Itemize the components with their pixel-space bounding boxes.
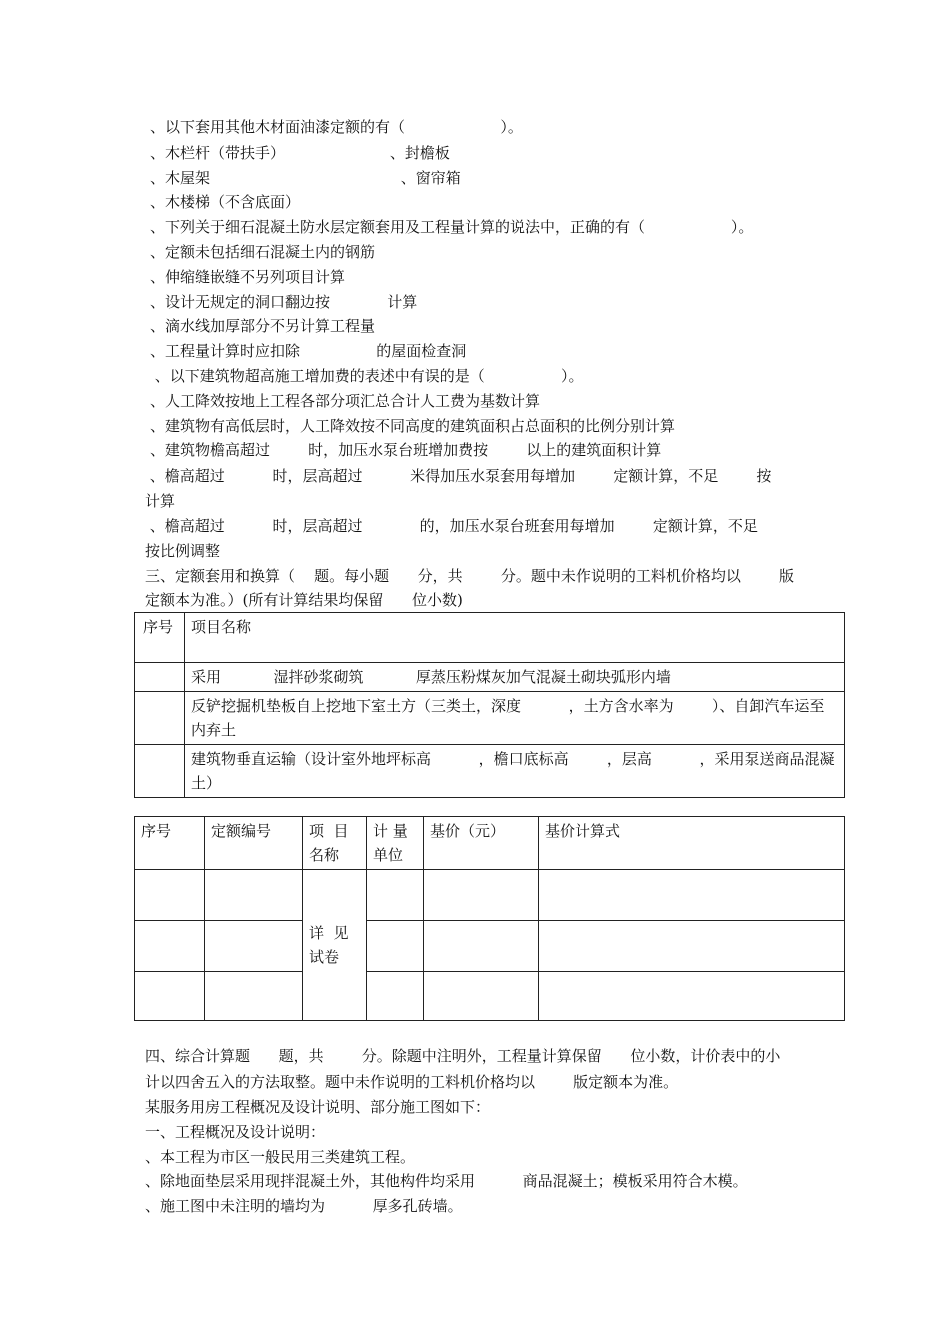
table-header-cell: 项 目名称 [303,817,367,870]
table-row [135,663,845,692]
option-text: 、木屋架 、窗帘箱 [150,169,461,187]
table-cell [135,692,185,745]
table-cell [367,972,424,1021]
table-cell [367,870,424,921]
section-heading: 四、综合计算题 题，共 分。除题中注明外，工程量计算保留 位小数，计价表中的小 [145,1047,781,1065]
merged-cell [303,870,367,1021]
table-header-cell: 序号 [135,613,185,663]
table-cell [135,972,205,1021]
table-header-cell: 基价计算式 [539,817,845,870]
table-cell: 反铲挖掘机垫板自上挖地下室土方（三类土，深度 ，土方含水率为 ）、自卸汽车运至 内弃土 [185,692,845,745]
option-text: 计算 [145,492,176,510]
table-cell [135,921,205,972]
option-text: 、人工降效按地上工程各部分项汇总合计人工费为基数计算 [150,392,541,410]
table-header-cell: 序号 [135,817,205,870]
table-row [135,745,845,798]
table-cell [539,921,845,972]
option-text: 、木楼梯（不含底面） [150,193,301,211]
option-text: 、檐高超过 时，层高超过 的，加压水泵台班套用每增加 定额计算，不足 [145,517,758,535]
table-header-row [135,613,845,663]
merged-cell-text: 详 见试卷 [309,924,349,966]
table-cell: 采用 湿拌砂浆砌筑 厚蒸压粉煤灰加气混凝土砌块弧形内墙 [185,663,845,692]
section-heading: 定额本为准。）(所有计算结果均保留 位小数) [145,591,463,609]
table-header-row [135,817,845,870]
option-text: 、设计无规定的洞口翻边按 计算 [150,293,418,311]
option-text: 、定额未包括细石混凝土内的钢筋 [150,243,376,261]
paragraph-text: 、本工程为市区一般民用三类建筑工程。 [145,1148,416,1166]
table-header-cell: 项目名称 [185,613,845,663]
table-row [135,921,845,972]
option-text: 按比例调整 [145,542,221,560]
table-cell [539,870,845,921]
project-table [134,612,868,798]
paragraph-text: 某服务用房工程概况及设计说明、部分施工图如下： [145,1098,491,1116]
option-text: 、伸缩缝嵌缝不另列项目计算 [150,268,346,286]
table-cell [424,870,539,921]
table-cell [135,663,185,692]
paragraph-text: 计以四舍五入的方法取整。题中未作说明的工料机价格均以 版定额本为准。 [145,1073,679,1091]
option-text: 、檐高超过 时，层高超过 米得加压水泵套用每增加 定额计算，不足 按 [145,467,772,485]
option-text: 、建筑物有高低层时，人工降效按不同高度的建筑面积占总面积的比例分别计算 [150,417,676,435]
table-row [135,870,845,921]
option-text: 、工程量计算时应扣除 的屋面检查洞 [150,342,467,360]
paragraph-text: 、施工图中未注明的墙均为 厚多孔砖墙。 [145,1197,463,1215]
table-cell [424,972,539,1021]
table-cell [205,870,303,921]
question-text: 、下列关于细石混凝土防水层定额套用及工程量计算的说法中，正确的有（ ）。 [150,218,754,236]
table-header-cell: 计 量单位 [367,817,424,870]
table-cell [205,972,303,1021]
section-heading: 三、定额套用和换算（ 题。每小题 分，共 分。题中未作说明的工料机价格均以 版 [145,567,794,585]
question-text: 、以下建筑物超高施工增加费的表述中有误的是（ ）。 [150,367,584,385]
table-row [135,692,845,745]
table-row [135,972,845,1021]
question-text: 、以下套用其他木材面油漆定额的有（ ）。 [150,118,523,136]
table-cell [135,745,185,798]
table-header-cell: 基价（元） [424,817,539,870]
table-cell [424,921,539,972]
quota-table [134,816,845,1021]
paragraph-text: 、除地面垫层采用现拌混凝土外，其他构件均采用 商品混凝土；模板采用符合木模。 [145,1172,748,1190]
table-cell [539,972,845,1021]
table-cell [135,870,205,921]
table-cell [367,921,424,972]
table-cell [205,921,303,972]
option-text: 、滴水线加厚部分不另计算工程量 [150,317,376,335]
option-text: 、木栏杆（带扶手） 、封檐板 [150,144,450,162]
table-cell: 建筑物垂直运输（设计室外地坪标高 ，檐口底标高 ，层高 ，采用泵送商品混凝土） [185,745,845,798]
option-text: 、建筑物檐高超过 时，加压水泵台班增加费按 以上的建筑面积计算 [150,441,662,459]
table-header-cell: 定额编号 [205,817,303,870]
paragraph-text: 一、工程概况及设计说明： [145,1123,326,1141]
